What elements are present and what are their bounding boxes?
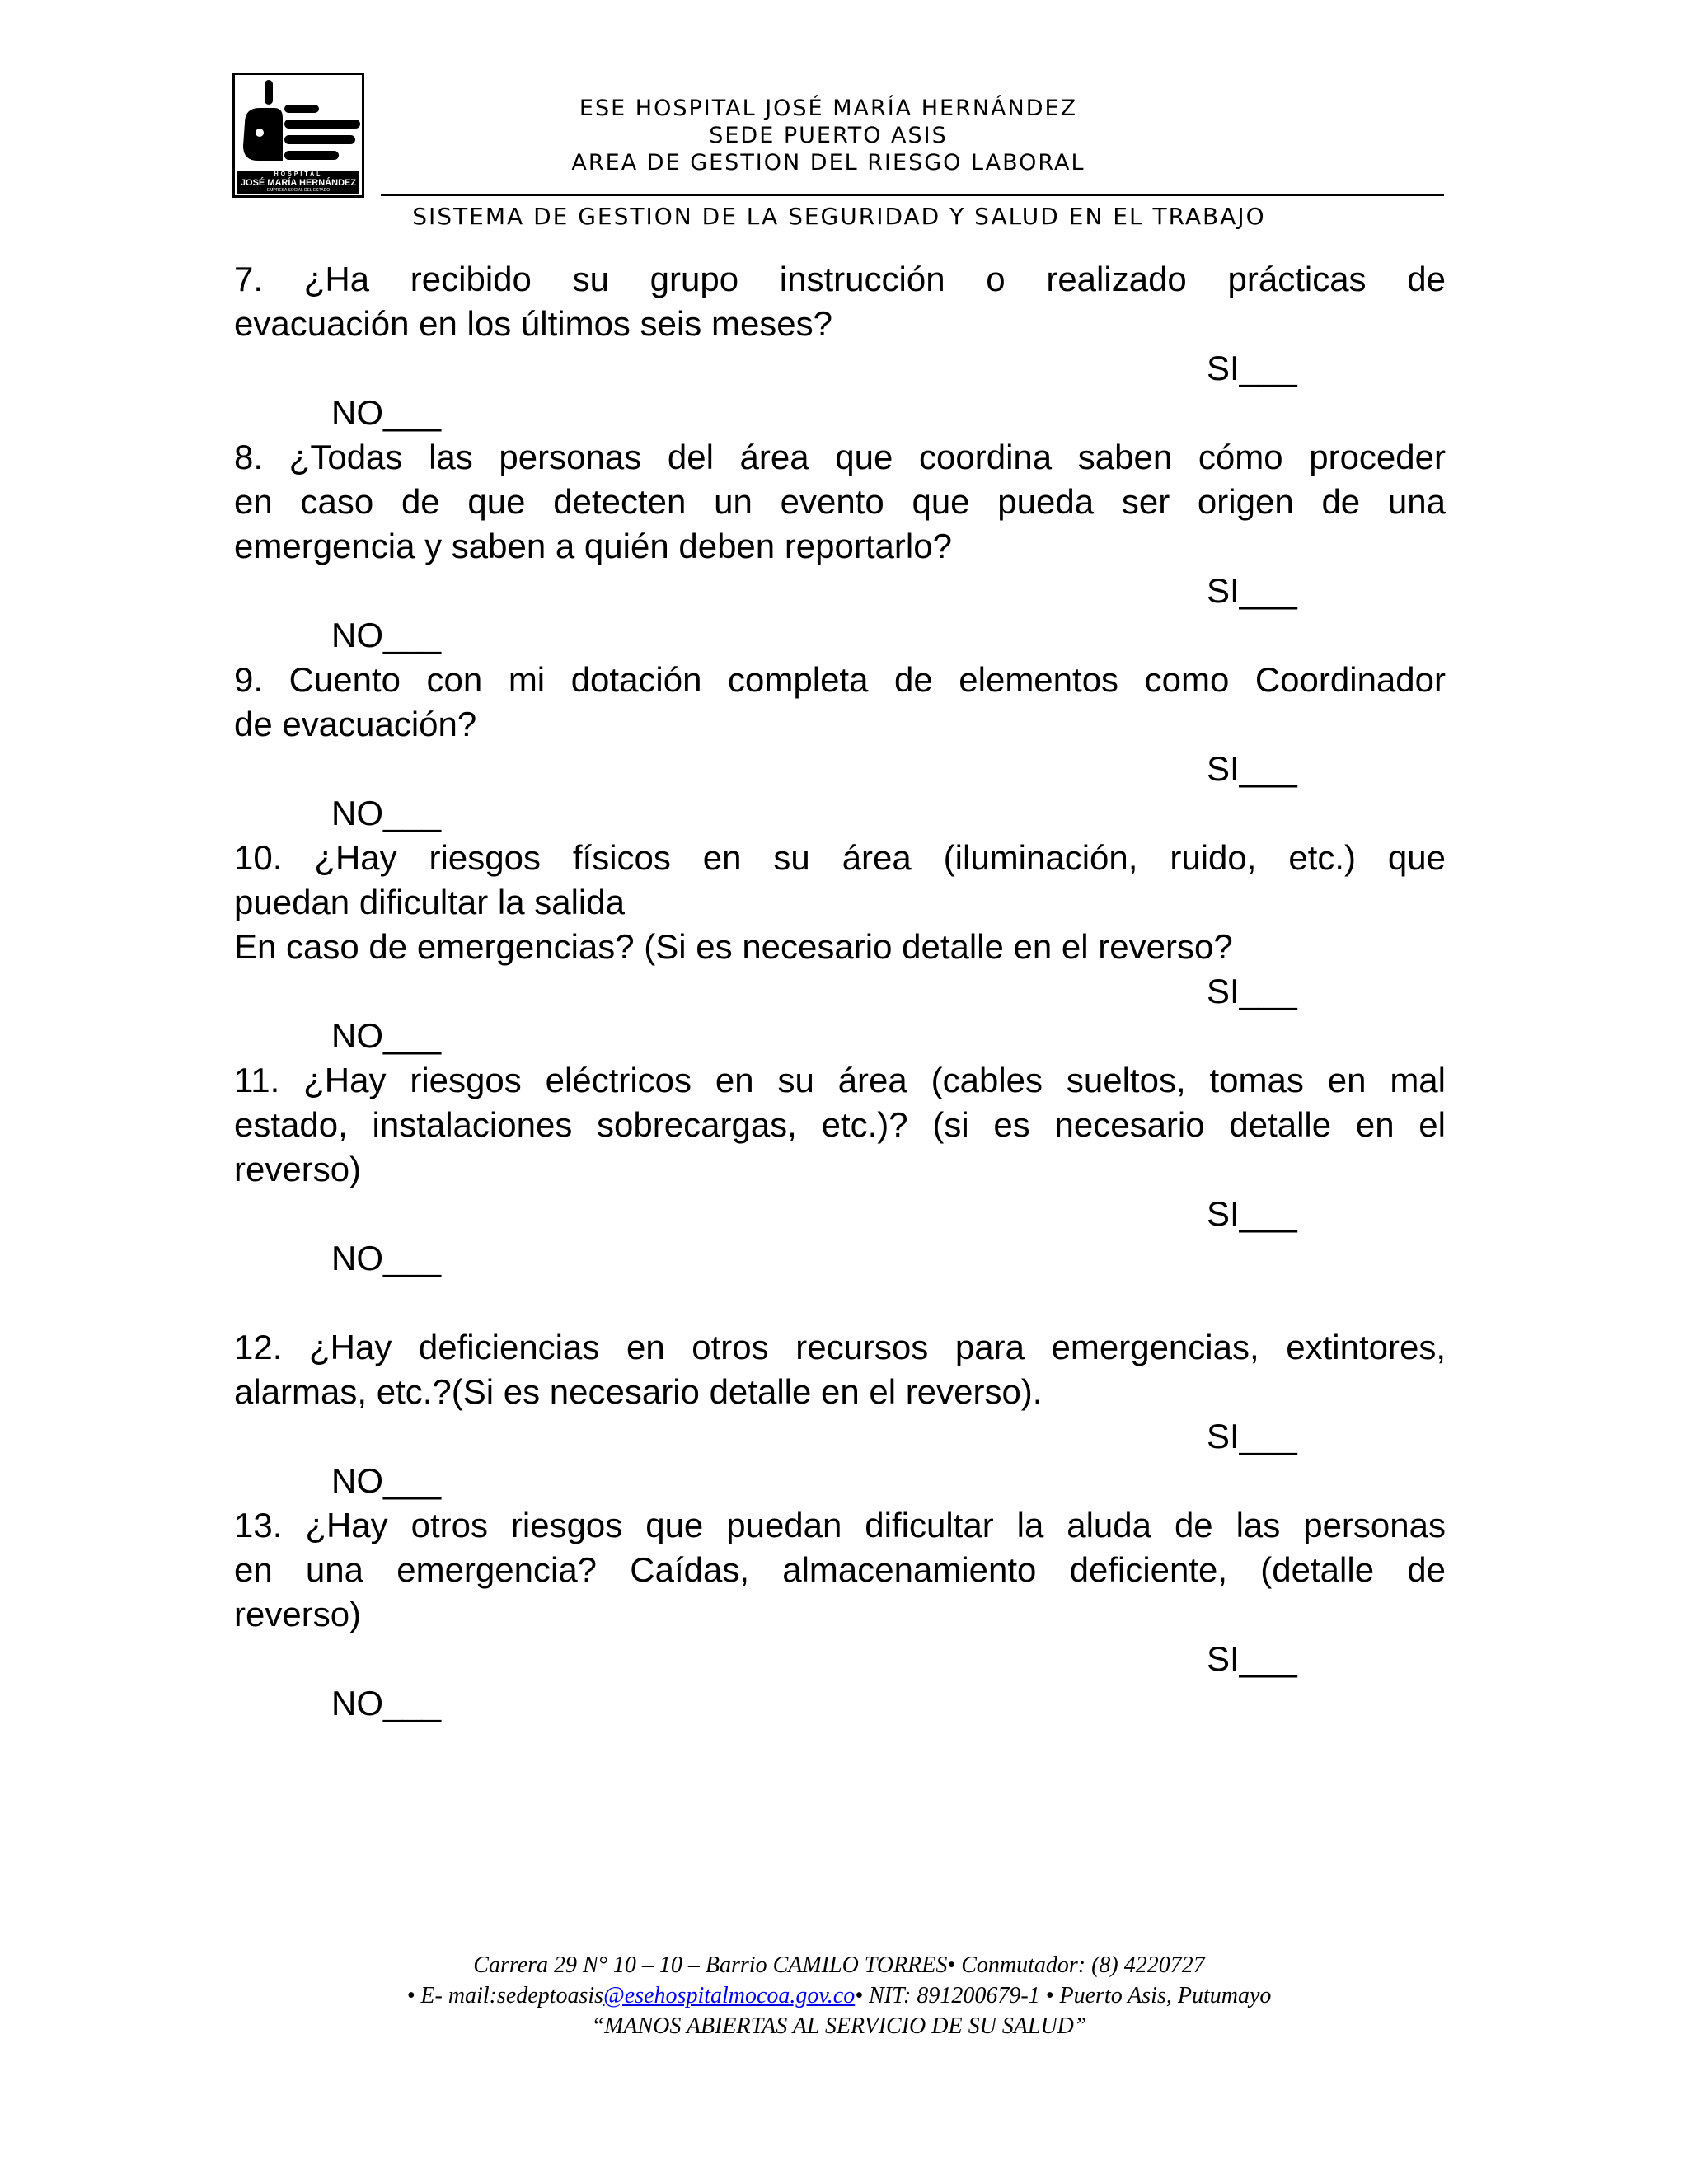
answer-no-field[interactable]: NO___ [331, 616, 442, 654]
footer-slogan: “MANOS ABIERTAS AL SERVICIO DE SU SALUD” [591, 2013, 1087, 2039]
hospital-logo [232, 73, 364, 198]
question-text-line: 8. ¿Todas las personas del área que coordina saben cómo proceder [234, 438, 1446, 476]
question-text-line: de evacuación? [234, 705, 477, 743]
answer-si-field[interactable]: SI___ [1207, 749, 1297, 788]
footer-email-label: • E- mail:sedeptoasis [406, 1983, 604, 2008]
answer-si-field[interactable]: SI___ [1207, 1639, 1297, 1678]
header-divider [381, 194, 1444, 196]
question-text-line: 9. Cuento con mi dotación completa de elementos como Coordinador [234, 660, 1446, 699]
question-11 [234, 1058, 1446, 1281]
question-text-line: alarmas, etc.?(Si es necesario detalle en el reverso). [234, 1372, 1043, 1411]
header-hospital-name: ESE HOSPITAL JOSÉ MARÍA HERNÁNDEZ [579, 96, 1078, 121]
hand-logo-icon [235, 75, 362, 171]
answer-no-field[interactable]: NO___ [331, 1016, 442, 1055]
answer-no-field[interactable]: NO___ [331, 393, 442, 432]
question-text-line: reverso) [234, 1595, 362, 1633]
header-area: AREA DE GESTION DEL RIESGO LABORAL [571, 150, 1085, 176]
logo-band-line1: HOSPITAL [274, 171, 323, 177]
question-text-line: En caso de emergencias? (Si es necesario detalle en el reverso? [234, 927, 1233, 966]
footer-nit: • NIT: 891200679-1 • Puerto Asis, Putumayo [855, 1983, 1272, 2008]
question-text-line: en caso de que detecten un evento que pueda ser origen de una [234, 482, 1446, 521]
questionnaire [234, 257, 1446, 1726]
question-12 [234, 1325, 1446, 1503]
answer-si-field[interactable]: SI___ [1207, 571, 1297, 610]
answer-si-field[interactable]: SI___ [1207, 972, 1297, 1010]
question-text-line: 12. ¿Hay deficiencias en otros recursos para emergencias, extintores, [234, 1328, 1446, 1366]
question-13 [234, 1503, 1446, 1726]
footer-contact [232, 1980, 1446, 2011]
question-text-line: estado, instalaciones sobrecargas, etc.)? (si es necesario detalle en el [234, 1105, 1446, 1144]
logo-band-line2: JOSÉ MARÍA HERNÁNDEZ [240, 178, 357, 188]
answer-si-field[interactable]: SI___ [1207, 1417, 1297, 1455]
header-titles [449, 95, 1207, 176]
question-text-line: reverso) [234, 1150, 362, 1188]
question-text-line: emergencia y saben a quién deben reportarlo? [234, 527, 952, 565]
question-9 [234, 658, 1446, 836]
answer-si-field[interactable]: SI___ [1207, 1194, 1297, 1233]
question-text-line: en una emergencia? Caídas, almacenamiento deficiente, (detalle de [234, 1550, 1446, 1589]
logo-name-band [237, 171, 359, 194]
question-10 [234, 836, 1446, 1058]
answer-no-field[interactable]: NO___ [331, 1461, 442, 1500]
question-text-line: 11. ¿Hay riesgos eléctricos en su área (cables sueltos, tomas en mal [234, 1061, 1446, 1099]
header-site: SEDE PUERTO ASIS [709, 123, 948, 148]
answer-si-field[interactable]: SI___ [1207, 349, 1297, 387]
question-text-line: puedan dificultar la salida [234, 883, 625, 921]
question-text-line: 13. ¿Hay otros riesgos que puedan dificultar la aluda de las personas [234, 1506, 1446, 1544]
footer-address: Carrera 29 N° 10 – 10 – Barrio CAMILO TORRES• Conmutador: (8) 4220727 [473, 1952, 1205, 1978]
logo-band-line3: EMPRESA SOCIAL DEL ESTADO [266, 188, 331, 193]
blank-line [234, 1281, 1446, 1325]
answer-no-field[interactable]: NO___ [331, 1239, 442, 1277]
question-text-line: 10. ¿Hay riesgos físicos en su área (iluminación, ruido, etc.) que [234, 838, 1446, 877]
answer-no-field[interactable]: NO___ [331, 794, 442, 832]
question-7 [234, 257, 1446, 435]
answer-no-field[interactable]: NO___ [331, 1684, 442, 1722]
question-text-line: 7. ¿Ha recibido su grupo instrucción o realizado prácticas de [234, 260, 1446, 298]
header-system-title: SISTEMA DE GESTION DE LA SEGURIDAD Y SALUD EN EL TRABAJO [412, 203, 1266, 230]
page-footer [232, 1950, 1446, 2041]
question-text-line: evacuación en los últimos seis meses? [234, 304, 833, 343]
question-8 [234, 435, 1446, 658]
footer-email-link[interactable]: @esehospitalmocoa.gov.co [603, 1983, 856, 2008]
